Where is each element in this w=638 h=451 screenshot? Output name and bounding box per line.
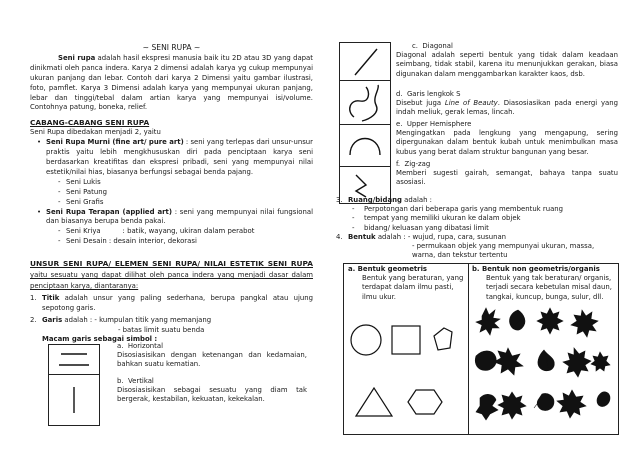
s-text: Disebut juga (396, 99, 445, 108)
bentuk-table (343, 263, 619, 435)
upper-desc (396, 120, 618, 157)
garis-term: Garis (42, 315, 63, 324)
leaf-shape (597, 392, 610, 407)
flower-shape (494, 348, 523, 375)
bentuk-text-2: - permukaan objek yang mempunyai ukuran, massa, warna, dan tekstur tertentu (412, 242, 595, 260)
letter: c. (412, 42, 418, 50)
square-shape (392, 326, 420, 354)
flower-shape (563, 348, 591, 377)
ruang-subitem: Perpotongan dari beberapa garis yang membentuk ruang (364, 205, 564, 214)
murni-term: Seni Rupa Murni (fine art/ pure art) (46, 138, 184, 147)
item-number: 2. (30, 315, 37, 324)
diagonal-title: Diagonal (422, 42, 453, 50)
vertical-line-icon (49, 375, 99, 425)
vertikal-desc (117, 377, 307, 405)
s-curve-box (339, 80, 391, 126)
list-item (30, 188, 313, 198)
hemisphere-icon (340, 125, 390, 167)
terapan-subitem: Seni Desain : desain interior, dekorasi (66, 237, 197, 246)
ruang-text: adalah : (401, 196, 432, 204)
nongeo-title: b. Bentuk non geometris/organis (472, 265, 600, 273)
bentuk-text: adalah : - wujud, rupa, cara, susunan (375, 232, 507, 241)
horizontal-line-icon (49, 345, 99, 375)
terapan-term: Seni Rupa Terapan (applied art) (46, 207, 172, 216)
dash-icon: - (58, 197, 61, 206)
horizontal-title: Horizontal (127, 342, 163, 350)
ruang-subitem: bidang/ keluasan yang dibatasi limit (364, 223, 489, 232)
titik-text: adalah unsur yang paling sederhana, berupa pangkal atau ujung sepotong garis. (42, 293, 313, 312)
flower-shape (537, 308, 563, 334)
flower-shape (571, 310, 598, 337)
unsur-heading (30, 259, 313, 292)
dash-icon: - (58, 187, 61, 196)
s-title: Garis lengkok S (406, 90, 461, 98)
list-item (30, 237, 313, 247)
seni-rupa-intro (30, 54, 313, 113)
horizontal-desc (117, 342, 307, 370)
cabang-intro: Seni Rupa dibedakan menjadi 2, yaitu (30, 128, 161, 137)
terapan-item (30, 208, 313, 228)
leaf-shape (475, 351, 496, 370)
nongeo-cell (472, 265, 616, 302)
leaf-shape (538, 350, 554, 371)
dash-icon: - (58, 237, 61, 246)
organic-shapes (470, 304, 616, 432)
leaf-shape (509, 310, 524, 330)
zig-text: Memberi sugesti gairah, semangat, bahaya tanpa suatu asosiasi. (396, 169, 618, 187)
terapan-subitem: Seni Kriya : batik, wayang, ukiran dalam perabot (66, 227, 255, 236)
triangle-shape (356, 388, 392, 416)
dash-icon: - (352, 223, 355, 232)
diagonal-desc (396, 42, 618, 79)
list-item (30, 198, 313, 208)
list-item (30, 178, 313, 188)
table-divider (468, 264, 469, 434)
geo-cell (348, 265, 466, 302)
letter: e. (396, 120, 403, 128)
flower-shape (557, 390, 586, 418)
nongeo-text: Bentuk yang tak beraturan/ organis, terjadi secara kebetulan misal daun, tangkai, kuncup, bunga, sulur, dll. (486, 274, 612, 301)
vertikal-text: Disosiasisikan sebagai sesuatu yang diam tak bergerak, kestabilan, kekuatan, kekekalan. (117, 386, 307, 404)
horizontal-line-box (48, 344, 100, 376)
titik-item (30, 294, 313, 314)
letter: d. (396, 90, 403, 98)
upper-hemisphere-box (339, 124, 391, 168)
list-item (30, 227, 313, 237)
circle-shape (351, 325, 381, 355)
murni-subitem: Seni Lukis (66, 177, 101, 186)
vertikal-title: Vertikal (127, 377, 154, 385)
ruang-subitem: tempat yang memiliki ukuran ke dalam objek (364, 214, 521, 223)
ruang-term: Ruang/bidang (348, 196, 402, 204)
bullet-icon: • (37, 207, 42, 216)
bullet-icon: • (37, 138, 42, 147)
diagonal-text: Diagonal adalah seperti bentuk yang tidak dalam keadaan seimbang, tidak stabil, karena itu menunjukkan gerakan, biasa digunakan dalam menggambarkan karakter kaos, dsb. (396, 51, 618, 78)
left-column (30, 43, 313, 345)
item-number: 4. (336, 232, 343, 241)
document-title: ~ SENI RUPA ~ (142, 43, 201, 52)
letter: f. (396, 160, 401, 168)
upper-text: Mengingatkan pada lengkung yang mengapung, sering dipergunakan dalam bentuk kubah untuk menimbulkan masa kubus yang berat dalam struktur bangunan yang besar. (396, 129, 618, 156)
murni-subitem: Seni Patung (66, 187, 107, 196)
geo-text: Bentuk yang beraturan, yang terdapat dalam ilmu pasti, ilmu ukur. (362, 274, 464, 301)
flower-shape (498, 392, 526, 419)
unsur-heading-text: UNSUR SENI RUPA/ ELEMEN SENI RUPA/ NILAI ESTETIK SENI RUPA (30, 259, 313, 269)
unsur-text: yaitu sesuatu yang dapat dilihat oleh panca indera yang menjadi dasar dalam penciptaan karya, diantaranya: (30, 271, 313, 290)
geometric-shapes (344, 306, 468, 426)
leaf-shape (476, 308, 500, 335)
murni-item (30, 138, 313, 178)
pentagon-shape (434, 328, 452, 350)
terapan-text: : seni yang mempunyai nilai fungsional dan biasanya berupa benda pakai. (46, 207, 313, 226)
dash-icon: - (58, 177, 61, 186)
murni-subitem: Seni Grafis (66, 197, 104, 206)
dash-icon: - (352, 214, 355, 223)
cabang-heading: CABANG-CABANG SENI RUPA (30, 118, 150, 128)
s-text-2: . Diasosiasikan pada energi yang indah meliuk, gerak lemas, lincah. (396, 99, 618, 117)
flower-shape (591, 352, 610, 371)
leaf-shape (476, 394, 498, 420)
diagonal-line-box (339, 42, 391, 82)
garis-text: adalah : - kumpulan titik yang memanjang (62, 315, 212, 324)
letter: b. (117, 377, 124, 385)
s-curve-desc (396, 90, 618, 118)
intro-term: Seni rupa (58, 53, 96, 62)
diagonal-line-icon (340, 43, 390, 81)
macam-label: Macam garis sebagai simbol : (42, 335, 158, 344)
item-number: 1. (30, 293, 37, 302)
intro-text: adalah hasil ekspresi manusia baik itu 2D atau 3D yang dapat dinikmati oleh panca indera. Karya 2 dimensi adalah karya yg cukup mempunyai ukuran panjang dan lebar. Contoh dari karya 2 Dimensi yaitu gambar ilustrasi, foto, pamflet. Karya 3 Dimensi adalah karya yang mempunyai ukuran panjang, lebar dan tinggi/tebal dalam artian karya yang mempunyai isi/volume. Contohnya patung, boneka, relief. (30, 53, 313, 112)
item-number: 3. (336, 196, 343, 204)
geo-title: a. Bentuk geometris (348, 265, 428, 273)
titik-term: Titik (42, 293, 60, 302)
dash-icon: - (58, 227, 61, 236)
vertical-line-box (48, 374, 100, 426)
bentuk-term: Bentuk (348, 232, 376, 241)
bud-shape (534, 393, 554, 410)
ruang-section (336, 196, 618, 260)
horizontal-text: Disosiasisikan dengan ketenangan dan kedamaian, bahkan suatu kematian. (117, 351, 307, 369)
s-text-italic: Line of Beauty (444, 99, 498, 108)
upper-title: Upper Hemisphere (406, 120, 472, 128)
zigzag-desc (396, 160, 618, 188)
dash-icon: - (352, 205, 355, 214)
murni-text: : seni yang terlepas dari unsur-unsur praktis yaitu lebih mengkhususkan diri pada penciptaan karya seni berdasarkan kreatifitas dan ekspresi pribadi, seni yang mempunyai nilai estetik/nilai hias, biasanya berfungsi sebagai benda pajang. (46, 138, 313, 176)
garis-text-2: - batas limit suatu benda (118, 325, 205, 334)
garis-item (30, 316, 313, 326)
zig-title: Zig-zag (404, 160, 431, 168)
hexagon-shape (408, 390, 442, 414)
letter: a. (117, 342, 124, 350)
s-curve-icon (340, 81, 390, 125)
